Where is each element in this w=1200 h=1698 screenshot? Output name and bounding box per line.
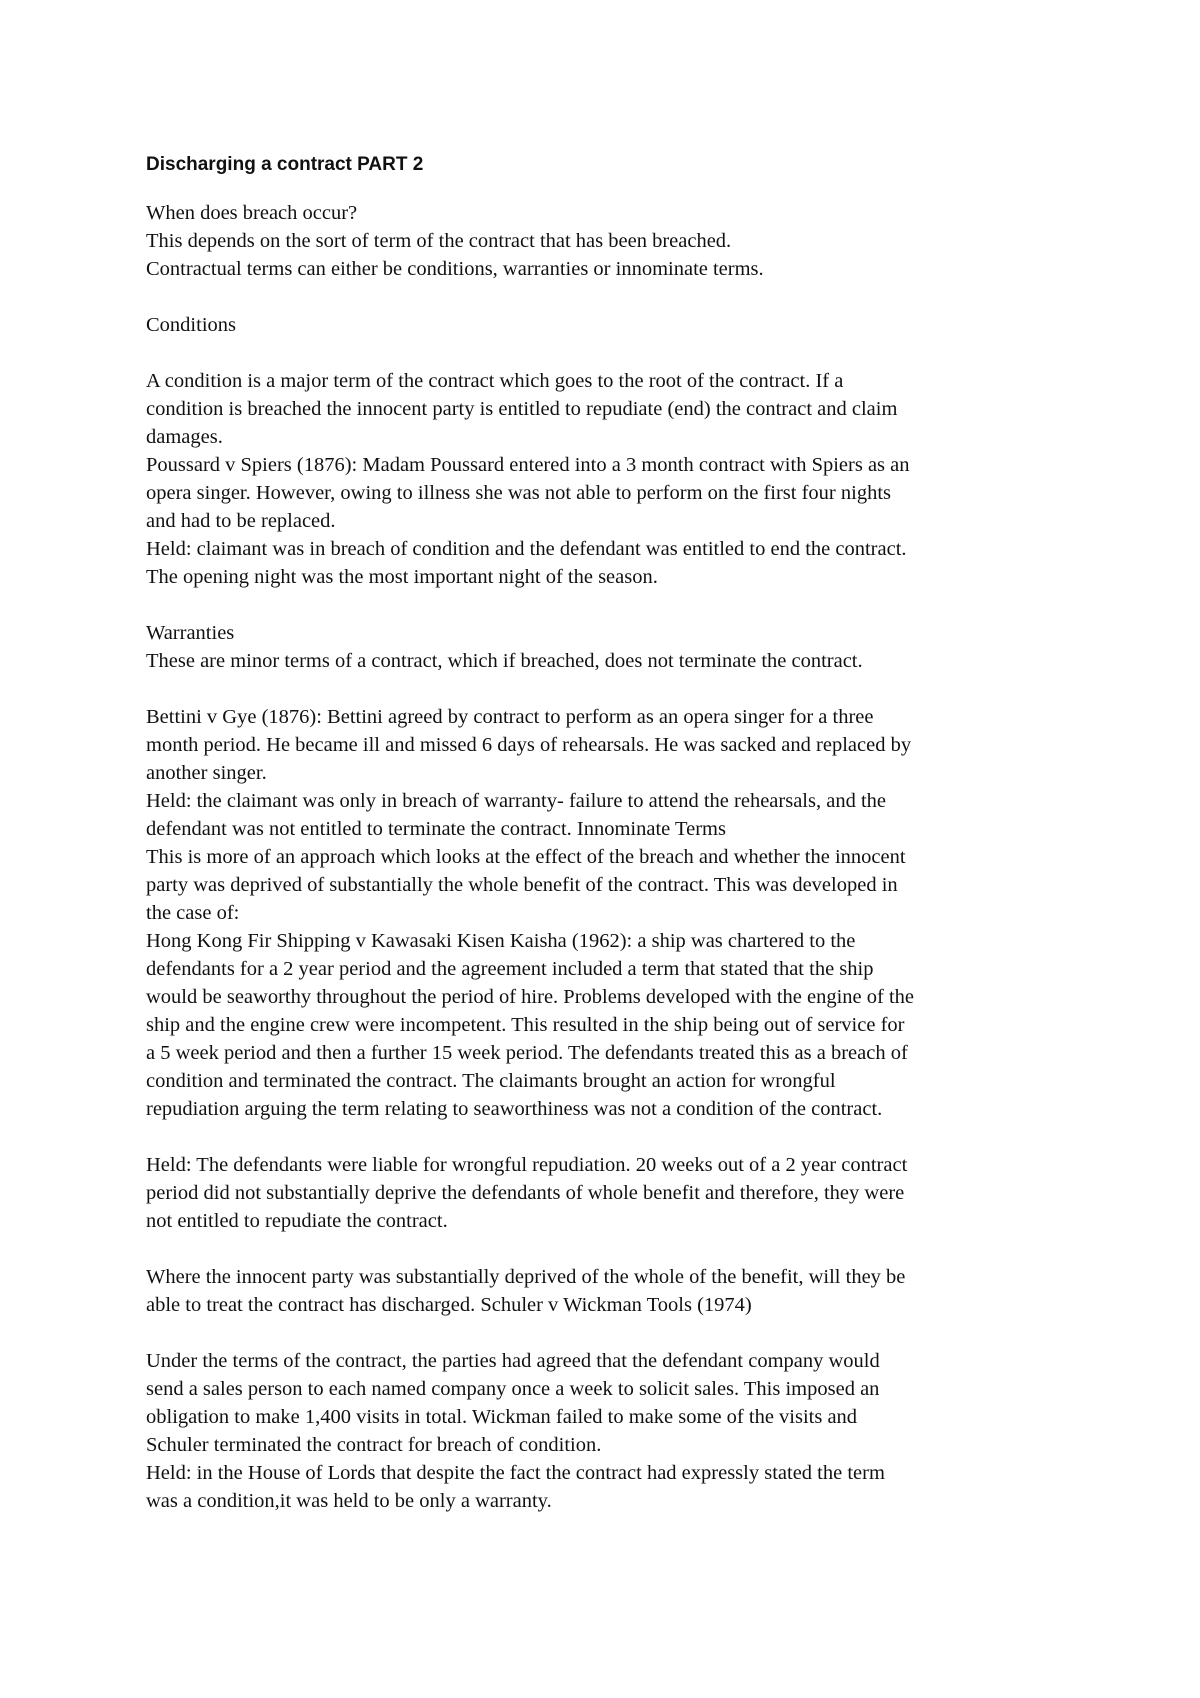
blank-line: [146, 1235, 1076, 1263]
text-line: damages.: [146, 426, 223, 448]
text-line: repudiation arguing the term relating to seaworthiness was not a condition of the contract.: [146, 1098, 883, 1120]
text-line: month period. He became ill and missed 6 days of rehearsals. He was sacked and replaced by: [146, 734, 912, 756]
text-line: Hong Kong Fir Shipping v Kawasaki Kisen Kaisha (1962): a ship was chartered to the: [146, 930, 856, 952]
text-line: Held: the claimant was only in breach of warranty- failure to attend the rehearsals, and the: [146, 790, 886, 812]
document-title: Discharging a contract PART 2: [146, 154, 424, 175]
text-line: period did not substantially deprive the defendants of whole benefit and therefore, they were: [146, 1182, 905, 1204]
blank-line: [146, 283, 1076, 311]
text-line: Held: The defendants were liable for wrongful repudiation. 20 weeks out of a 2 year contract: [146, 1154, 908, 1176]
text-line: Schuler terminated the contract for breach of condition.: [146, 1434, 602, 1456]
text-line: and had to be replaced.: [146, 510, 336, 532]
blank-line: [146, 1319, 1076, 1347]
text-line: defendant was not entitled to terminate the contract. Innominate Terms: [146, 818, 726, 840]
text-line: This depends on the sort of term of the contract that has been breached.: [146, 230, 732, 252]
text-line: condition and terminated the contract. The claimants brought an action for wrongful: [146, 1070, 836, 1092]
text-line: These are minor terms of a contract, which if breached, does not terminate the contract.: [146, 650, 863, 672]
text-line: Bettini v Gye (1876): Bettini agreed by contract to perform as an opera singer for a three: [146, 706, 874, 728]
text-line: Contractual terms can either be conditions, warranties or innominate terms.: [146, 258, 764, 280]
text-line: not entitled to repudiate the contract.: [146, 1210, 448, 1232]
text-line: opera singer. However, owing to illness she was not able to perform on the first four nights: [146, 482, 891, 504]
blank-line: [146, 591, 1076, 619]
text-line: defendants for a 2 year period and the agreement included a term that stated that the ship: [146, 958, 874, 980]
text-line: a 5 week period and then a further 15 week period. The defendants treated this as a breach of: [146, 1042, 908, 1064]
text-line: party was deprived of substantially the whole benefit of the contract. This was developed in: [146, 874, 898, 896]
text-line: The opening night was the most important night of the season.: [146, 566, 658, 588]
text-line: was a condition,it was held to be only a warranty.: [146, 1490, 552, 1512]
text-line: Held: in the House of Lords that despite the fact the contract had expressly stated the term: [146, 1462, 885, 1484]
text-line: Warranties: [146, 622, 235, 644]
text-line: Held: claimant was in breach of condition and the defendant was entitled to end the contract.: [146, 538, 907, 560]
text-line: able to treat the contract has discharged. Schuler v Wickman Tools (1974): [146, 1294, 752, 1316]
text-line: send a sales person to each named company once a week to solicit sales. This imposed an: [146, 1378, 880, 1400]
blank-line: [146, 1123, 1076, 1151]
text-line: Conditions: [146, 314, 236, 336]
document-text: [146, 199, 1076, 1515]
text-line: obligation to make 1,400 visits in total. Wickman failed to make some of the visits and: [146, 1406, 858, 1428]
text-line: Where the innocent party was substantially deprived of the whole of the benefit, will they be: [146, 1266, 906, 1288]
text-line: Poussard v Spiers (1876): Madam Poussard entered into a 3 month contract with Spiers as an: [146, 454, 910, 476]
text-line: condition is breached the innocent party is entitled to repudiate (end) the contract and claim: [146, 398, 898, 420]
text-line: Under the terms of the contract, the parties had agreed that the defendant company would: [146, 1350, 880, 1372]
blank-line: [146, 675, 1076, 703]
document-body: [146, 151, 1076, 1515]
text-line: This is more of an approach which looks at the effect of the breach and whether the innocent: [146, 846, 906, 868]
text-line: another singer.: [146, 762, 267, 784]
text-line: When does breach occur?: [146, 202, 358, 224]
text-line: ship and the engine crew were incompetent. This resulted in the ship being out of service for: [146, 1014, 905, 1036]
text-line: would be seaworthy throughout the period of hire. Problems developed with the engine of the: [146, 986, 914, 1008]
text-line: A condition is a major term of the contract which goes to the root of the contract. If a: [146, 370, 844, 392]
blank-line: [146, 339, 1076, 367]
text-line: the case of:: [146, 902, 240, 924]
